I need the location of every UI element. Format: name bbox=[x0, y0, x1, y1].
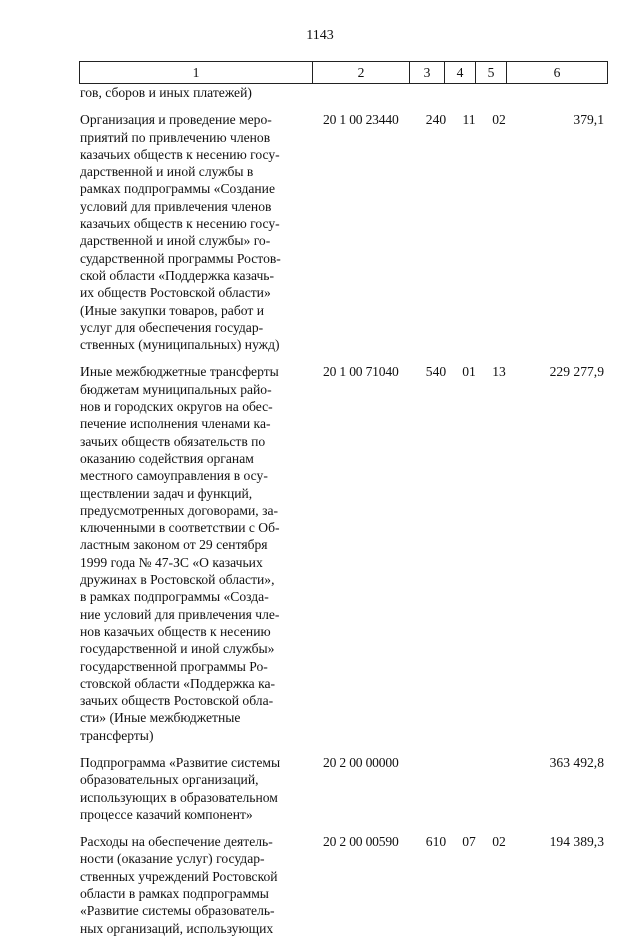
table-row bbox=[80, 363, 608, 744]
row-section: 07 bbox=[462, 834, 476, 850]
column-header-2: 2 bbox=[313, 62, 410, 84]
row-sum: 363 492,8 bbox=[549, 754, 604, 770]
row-expense-type: 610 bbox=[425, 834, 447, 850]
row-section: 11 bbox=[462, 112, 476, 128]
row-code: 20 1 00 23440 bbox=[323, 112, 399, 128]
row-subsection: 02 bbox=[492, 112, 506, 128]
row-subsection: 02 bbox=[492, 834, 506, 850]
row-code: 20 2 00 00000 bbox=[323, 754, 399, 770]
table-row bbox=[80, 833, 608, 937]
row-expense-type: 540 bbox=[425, 364, 447, 380]
column-header-row bbox=[80, 62, 608, 84]
table-row bbox=[80, 111, 608, 353]
row-subsection: 13 bbox=[492, 364, 506, 380]
table-row bbox=[80, 754, 608, 823]
column-header-5: 5 bbox=[476, 62, 507, 84]
row-code: 20 1 00 71040 bbox=[323, 364, 399, 380]
table-body bbox=[80, 84, 608, 947]
row-code: 20 2 00 00590 bbox=[323, 834, 399, 850]
table-row bbox=[80, 84, 608, 101]
page-number: 1143 bbox=[306, 28, 334, 43]
row-description: Расходы на обеспечение деятель- ности (оказание услуг) государ- ственных учреждений Ростовской области в рамках подпрограммы «Развитие системы образователь- ных организаций, использующих bbox=[80, 834, 278, 936]
row-description: Иные межбюджетные трансферты бюджетам муниципальных райо- нов и городских округов на обес- печение исполнения членами ка- зачьих обществ обязательств по оказанию содействия органам местного самоуправления в осу- ществлении задач и функций, предусмотренных договорами, за- ключенными в соответствии с Об- ластным законом от 29 сентября 1999 года № 47-ЗС «О казачьих дружинах в Ростовской области», в рамках подпрограммы «Созда- ние условий для привлечения чле- нов казачьих обществ к несению государственной и иной службы» государственной программы Ро- стовской области «Поддержка ка- зачьих обществ Ростовской обла- сти» (Иные межбюджетные трансферты) bbox=[80, 364, 280, 743]
row-description: гов, сборов и иных платежей) bbox=[80, 85, 252, 100]
row-sum: 379,1 bbox=[573, 112, 604, 128]
row-description: Подпрограмма «Развитие системы образовательных организаций, использующих в образовательном процессе казачий компонент» bbox=[80, 754, 281, 822]
column-header-table bbox=[79, 61, 608, 84]
column-header-1: 1 bbox=[80, 62, 313, 84]
column-header-3: 3 bbox=[410, 62, 445, 84]
row-section: 01 bbox=[462, 364, 476, 380]
row-sum: 229 277,9 bbox=[549, 364, 604, 380]
column-header-6: 6 bbox=[507, 62, 608, 84]
row-description: Организация и проведение меро- приятий по привлечению членов казачьих обществ к несению госу- дарственной и иной службы в рамках подпрограммы «Создание условий для привлечения членов казачьих обществ к несению госу- дарственной и иной службы» го- сударственной программы Ростов- ской области «Поддержка казачь- их обществ Ростовской области» (Иные закупки товаров, работ и услуг для обеспечения государ- ственных (муниципальных) нужд) bbox=[80, 112, 281, 353]
row-expense-type: 240 bbox=[425, 112, 447, 128]
column-header-4: 4 bbox=[445, 62, 476, 84]
row-sum: 194 389,3 bbox=[549, 834, 604, 850]
